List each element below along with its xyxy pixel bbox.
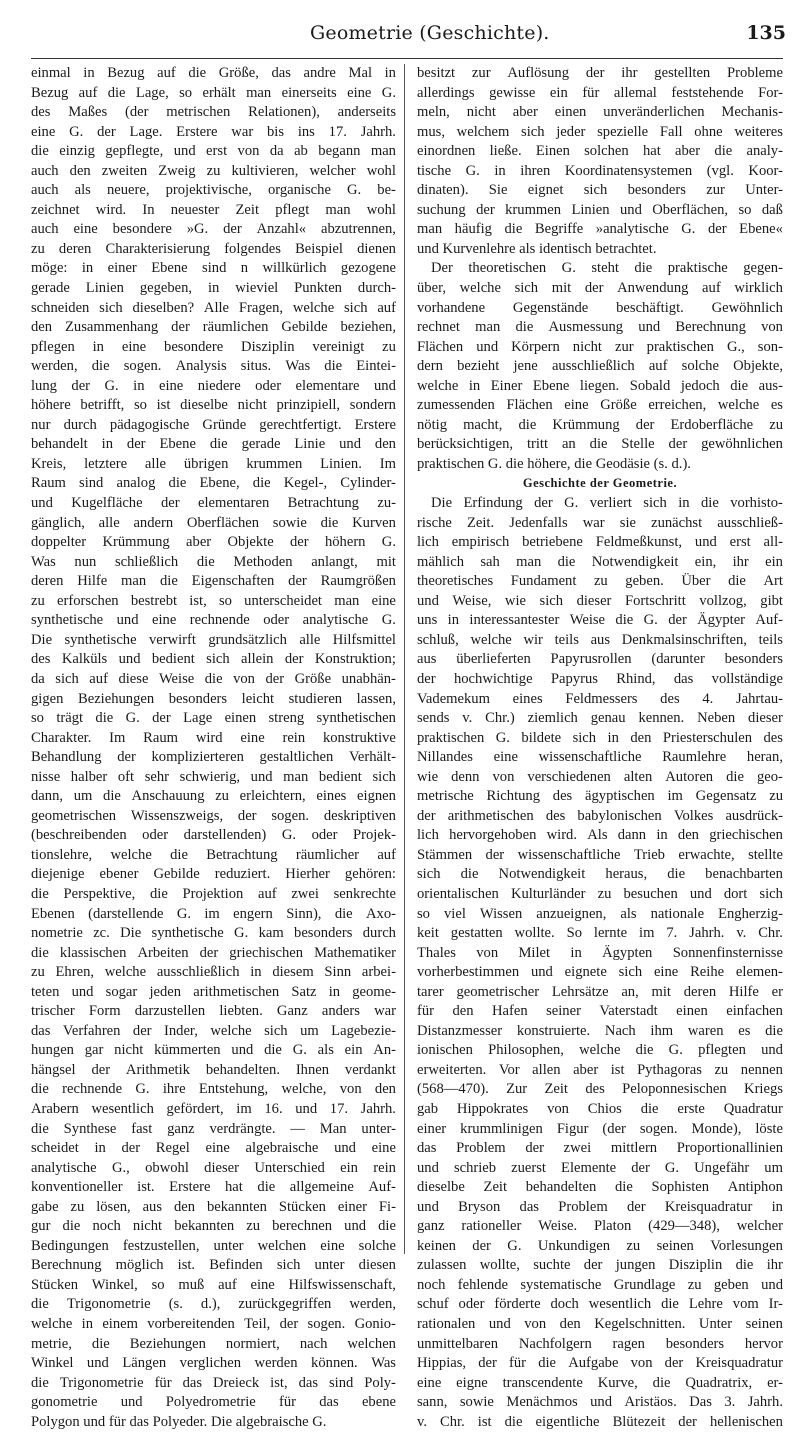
text-line: Raum sind analog die Ebene, die Kegel-, Cylinder- (31, 475, 396, 492)
text-line: des Kalküls und bedient sich allein der Konstruktion; (31, 651, 396, 668)
text-line: praktischen G. die höhere, die Geodäsie (s. d.). (417, 455, 691, 472)
text-line: synthetische und eine rechnende oder analytische G. (31, 612, 396, 629)
text-line: scheidet in der Regel eine algebraische und eine (31, 1140, 396, 1157)
text-line: nometrie zc. Die synthetische G. kam besonders durch (31, 925, 396, 942)
text-line: metrische Richtung des ägyptischen im Gegensatz zu (417, 788, 783, 805)
text-line: das Problem der zwei mittlern Proportionallinien (417, 1140, 783, 1157)
running-title: Geometrie (Geschichte). (310, 22, 550, 44)
text-line: Der theoretischen G. steht die praktische gegen- (431, 260, 783, 277)
text-line: dieselbe Zeit behandelten die Sophisten Antiphon (417, 1179, 783, 1196)
right-column (417, 64, 783, 1430)
text-line: die klassischen Arbeiten der griechischen Mathematiker (31, 944, 396, 961)
text-line: für den Hafen seiner Vaterstadt einen einfachen (417, 1003, 783, 1020)
text-line: (568—470). Zur Zeit des Peloponnesischen Kriegs (417, 1081, 783, 1098)
text-line: Ebenen (darstellende G. im engern Sinn), die Axo- (31, 905, 396, 922)
text-line: Bezug auf die Lage, so erhält man einerseits eine G. (31, 84, 396, 101)
text-line: trischer Form darzustellen liebten. Ganz anders war (31, 1003, 396, 1020)
text-line: auch als neuere, projektivische, organische G. be- (31, 182, 396, 199)
text-line: schuf oder förderte doch wesentlich die Lehre vom Ir- (417, 1296, 783, 1313)
text-line: auch den zweiten Zweig zu kultivieren, welcher wohl (31, 162, 396, 179)
text-line: und Kurvenlehre als identisch betrachtet. (417, 240, 657, 257)
text-line: der hochwichtige Papyrus Rhind, das vollständige (417, 670, 783, 687)
text-line: unmittelbaren Nachfolgern ragen besonders hervor (417, 1335, 783, 1352)
text-line: Hippias, der für die Aufgabe von der Kreisquadratur (417, 1355, 783, 1372)
text-line: gonometrie und Polyedrometrie für das ebene (31, 1394, 396, 1411)
text-line: tionslehre, welche die Betrachtung räumlicher auf (31, 846, 396, 863)
text-line: Charakter. Im Raum wird eine rein konstruktive (31, 729, 396, 746)
text-line: keinen der G. Unkundigen zu seinen Vorlesungen (417, 1237, 783, 1254)
section-heading: Geschichte der Geometrie. (522, 476, 678, 491)
text-line: die Perspektive, die Projektion auf zwei senkrechte (31, 885, 396, 902)
text-line: und Bryson das Problem der Kreisquadratur in (417, 1198, 783, 1215)
text-line: ganz rationeller Weise. Platon (429—348), welcher (417, 1218, 783, 1235)
text-line: (beschreibenden oder darstellenden) G. oder Projek- (31, 827, 396, 844)
text-line: orientalischen Kulturländer zu besuchen und dort sich (417, 885, 783, 902)
text-line: die einzig gepflegte, und erst von da ab begann man (31, 143, 396, 160)
text-line: suchung der krummen Linien und Oberflächen, so daß (417, 201, 783, 218)
text-line: Thales von Milet in Ägypten Sonnenfinsternisse (417, 944, 783, 961)
text-line: behandelt in der Ebene die gerade Linie und den (31, 436, 396, 453)
text-line: die Trigonometrie (s. d.), zurückgegriffen werden, (31, 1296, 396, 1313)
text-line: so trägt die G. der Lage einen streng synthetischen (31, 710, 396, 727)
text-line: Kreis, letztere alle übrigen krummen Linien. Im (31, 455, 396, 472)
text-line: teten und sogar jeden arithmetischen Satz in geome- (31, 983, 396, 1000)
text-line: hängsel der Arithmetik behandelten. Ihnen verdankt (31, 1061, 396, 1078)
text-line: das Verfahren der Inder, welche sich um Lagebezie- (31, 1022, 396, 1039)
text-line: tische G. in ihren Koordinatensystemen (vgl. Koor- (417, 162, 783, 179)
text-line: rechnet man die Ausmessung und Berechnung von (417, 319, 783, 336)
text-line: Polygon und für das Polyeder. Die algebraische G. (31, 1413, 327, 1430)
text-line: welche in Einer Ebene liegen. Sobald jedoch die aus- (417, 377, 783, 394)
text-line: man häufig die Begriffe »analytische G. der Ebene« (417, 221, 783, 238)
text-line: einordnen ließe. Einen solchen hat aber die analy- (417, 143, 783, 160)
text-line: nötig macht, die Krümmung der Erdoberfläche zu (417, 416, 783, 433)
text-line: Die Erfindung der G. verliert sich in die vorhisto- (431, 495, 783, 512)
text-line: ionischen Philosophen, welche die G. pflegten und (417, 1042, 783, 1059)
text-line: da sich auf diese Weise die von der Größe unabhän- (31, 670, 396, 687)
text-line: eine eigne transcendente Kurve, die Quadratrix, er- (417, 1374, 783, 1391)
text-line: Stücken Winkel, so muß auf eine Hilfswissenschaft, (31, 1276, 396, 1293)
text-line: diejenige ebener Gebilde reduziert. Hierher gehören: (31, 866, 396, 883)
text-line: die rechnende G. ihre Entstehung, welche, von den (31, 1081, 396, 1098)
text-line: schneiden sich dieselben? Alle Fragen, welche sich auf (31, 299, 396, 316)
text-line: praktischen G. bildete sich in den Priesterschulen des (417, 729, 783, 746)
page-number: 135 (746, 22, 786, 44)
text-line: welche in einem vorbereitenden Teil, der sogen. Gonio- (31, 1316, 396, 1332)
text-line: zulassen wollte, suchte der jungen Disziplin die ihr (417, 1257, 783, 1274)
text-line: einer krummlinigen Figur (der sogen. Monde), löste (417, 1120, 783, 1137)
text-line: lich empirisch betriebene Feldmeßkunst, und erst all- (417, 534, 783, 551)
text-line: rische Zeit. Jedenfalls war sie zunächst ausschließ- (417, 514, 783, 531)
text-line: dann, um die Anschauung zu erleichtern, eines eignen (31, 788, 396, 805)
text-line: geometrischen Wissenszweigs, der sogen. deskriptiven (31, 807, 396, 824)
text-line: gerade Linien gegeben, in wieviel Punkten durch- (31, 280, 396, 297)
text-line: mählich sah man die Notwendigkeit ein, ihr ein (417, 553, 783, 570)
text-line: zumessenden Flächen eine Größe erreichen, welche es (417, 397, 783, 414)
text-line: lung der G. in eine niedere oder elementare und (31, 377, 396, 394)
text-line: Bedingungen festzustellen, unter welchen eine solche (31, 1237, 396, 1254)
text-line: der arithmetischen des babylonischen Volkes ausdrück- (417, 807, 783, 824)
text-line: konventioneller ist. Erstere hat die allgemeine Auf- (31, 1179, 396, 1196)
text-line: und Kugelfläche der elementaren Betrachtung zu- (31, 495, 396, 512)
text-line: gab Hippokrates von Chios die erste Quadratur (417, 1100, 783, 1117)
text-line: so viel Wissen anzueignen, als nationale Engherzig- (417, 905, 783, 922)
text-line: nur durch pädagogische Gründe gerechtfertigt. Erstere (31, 416, 396, 433)
text-line: Distanzmesser konstruierte. Nach ihm waren es die (417, 1022, 783, 1039)
text-line: besitzt zur Auflösung der ihr gestellten Probleme (417, 65, 783, 81)
text-line: schluß, welche wir teils aus Denkmalsinschriften, teils (417, 631, 783, 648)
text-line: zu Ehren, welche ausschließlich in diesem Sinn arbei- (31, 964, 396, 981)
text-line: auch eine besondere »G. der Anzahl« abzutrennen, (31, 221, 396, 238)
text-line: keit gestatten wollte. So lernte im 7. Jahrh. v. Chr. (417, 925, 783, 942)
text-line: dern bezieht jene ausschließlich auf solche Objekte, (417, 358, 783, 375)
text-line: dinaten). Sie eignet sich besonders zur Unter- (417, 182, 783, 199)
text-line: über, welche sich mit der Anwendung auf wirklich (417, 280, 783, 297)
text-line: Die synthetische verwirft grundsätzlich alle Hilfsmittel (31, 631, 396, 648)
text-line: Vademekum eines Feldmessers des 4. Jahrtau- (417, 690, 783, 707)
text-line: vorhandene Gegenstände beschäftigt. Gewöhnlich (417, 299, 783, 316)
text-line: hungen gar nicht kümmerten und die G. als ein An- (31, 1042, 396, 1059)
text-line: gur die noch nicht bekannten zu berechnen und die (31, 1218, 396, 1235)
text-line: sich die Notwendigkeit heraus, die benachbarten (417, 866, 783, 883)
text-line: deren Hilfe man die Eigenschaften der Raumgrößen (31, 573, 396, 590)
text-line: Berechnung möglich ist. Befinden sich unter diesen (31, 1257, 396, 1274)
text-line: Winkel und Längen verglichen werden können. Was (31, 1355, 396, 1372)
text-line: Flächen und Körpern nicht zur praktischen G., son- (417, 338, 783, 355)
header-rule (31, 58, 783, 59)
text-line: gigen Beziehungen besonders leicht studieren lassen, (31, 690, 396, 707)
text-line: pflegen in eine besondere Disziplin vereinigt zu (31, 338, 396, 355)
text-line: die Trigonometrie für das Dreieck ist, das sind Poly- (31, 1374, 396, 1391)
text-line: zu deren Charakterisierung folgendes Beispiel dienen (31, 240, 396, 257)
text-line: und Weise, wie sich dieser Fortschritt vollzog, gibt (417, 592, 783, 609)
text-line: sends v. Chr.) ziemlich genau kennen. Neben dieser (417, 710, 783, 727)
text-line: allerdings gewisse ein für allemal feststehende For- (417, 84, 783, 101)
page-header (0, 22, 800, 52)
text-line: den Zusammenhang der räumlichen Gebilde beziehen, (31, 319, 396, 336)
text-line: Was nun schließlich die Methoden anlangt, mit (31, 553, 396, 570)
text-line: zu erforschen bestrebt ist, so unterscheidet man eine (31, 592, 396, 609)
text-line: einmal in Bezug auf die Größe, das andre Mal in (31, 65, 396, 81)
text-line: zeichnet wird. In neuester Zeit pflegt man wohl (31, 201, 396, 218)
text-line: Stämmen der wissenschaftliche Trieb erwachte, stellte (417, 846, 783, 863)
column-divider (404, 64, 405, 1254)
text-line: sann, sowie Menächmos und Aristäos. Das 3. Jahrh. (417, 1394, 783, 1411)
text-line: analytische G., obwohl dieser Unterschied ein rein (31, 1159, 396, 1176)
text-line: möge: in einer Ebene sind n willkürlich gezogene (31, 260, 396, 277)
text-line: gabe zu lösen, aus den bekannten Stücken einer Fi- (31, 1198, 396, 1215)
right-column-part-1 (417, 64, 783, 474)
text-line: gänglich, alle andern Oberflächen sowie die Kurven (31, 514, 396, 531)
left-column (31, 64, 396, 1430)
text-line: v. Chr. ist die eigentliche Blütezeit der hellenischen (417, 1413, 783, 1430)
text-line: tarer geometrischer Lehrsätze an, mit deren Hilfe er (417, 983, 783, 1000)
text-line: Behandlung der komplizierteren gestaltlichen Verhält- (31, 749, 396, 766)
text-line: Arabern wesentlich gefördert, im 16. und 17. Jahrh. (31, 1100, 396, 1117)
text-line: werden, die sogen. Analysis situs. Was die Eintei- (31, 358, 396, 375)
text-line: metrie, die Beziehungen normiert, nach welchen (31, 1335, 396, 1352)
text-line: aus überlieferten Papyrusrollen (darunter besonders (417, 651, 783, 668)
text-line: und schrieb zuerst Elemente der G. Ungefähr um (417, 1159, 783, 1176)
text-line: nisse halber oft sehr schwierig, und man bedient sich (31, 768, 396, 785)
text-line: uns in interessantester Weise die G. der Ägypter Auf- (417, 612, 783, 629)
text-line: lich hervorgehoben wird. Als dann in den griechischen (417, 827, 783, 844)
text-line: noch fehlende systematische Grundlage zu geben und (417, 1276, 783, 1293)
text-line: wie denn von verschiedenen alten Autoren die geo- (417, 768, 783, 785)
text-line: des Maßes (der metrischen Relationen), anderseits (31, 104, 396, 121)
text-line: höhere betrifft, so ist dieselbe nicht prinzipiell, sondern (31, 397, 396, 414)
text-line: mus, welchem sich jeder spezielle Fall ohne weiteres (417, 123, 783, 140)
right-column-part-2 (417, 494, 783, 1432)
text-line: erweiterten. Vor allen aber ist Pythagoras zu nennen (417, 1061, 783, 1078)
text-line: meln, nicht aber einen unveränderlichen Mechanis- (417, 104, 783, 121)
text-line: eine G. der Lage. Erstere war bis ins 17. Jahrh. (31, 123, 396, 140)
text-line: berücksichtigen, tritt an die Stelle der gewöhnlichen (417, 436, 783, 453)
text-line: die Synthese fast ganz verdrängte. — Man unter- (31, 1120, 396, 1137)
text-line: Nillandes eine wissenschaftliche Raumlehre heran, (417, 749, 783, 766)
text-line: vorherbestimmen und eignete sich eine Reihe elemen- (417, 964, 783, 981)
text-line: theoretisches Fundament zu geben. Über die Art (417, 573, 783, 590)
text-line: rationalen und von den Kegelschnitten. Unter seinen (417, 1316, 783, 1332)
text-line: doppelter Krümmung aber Objekte der höhern G. (31, 534, 396, 551)
